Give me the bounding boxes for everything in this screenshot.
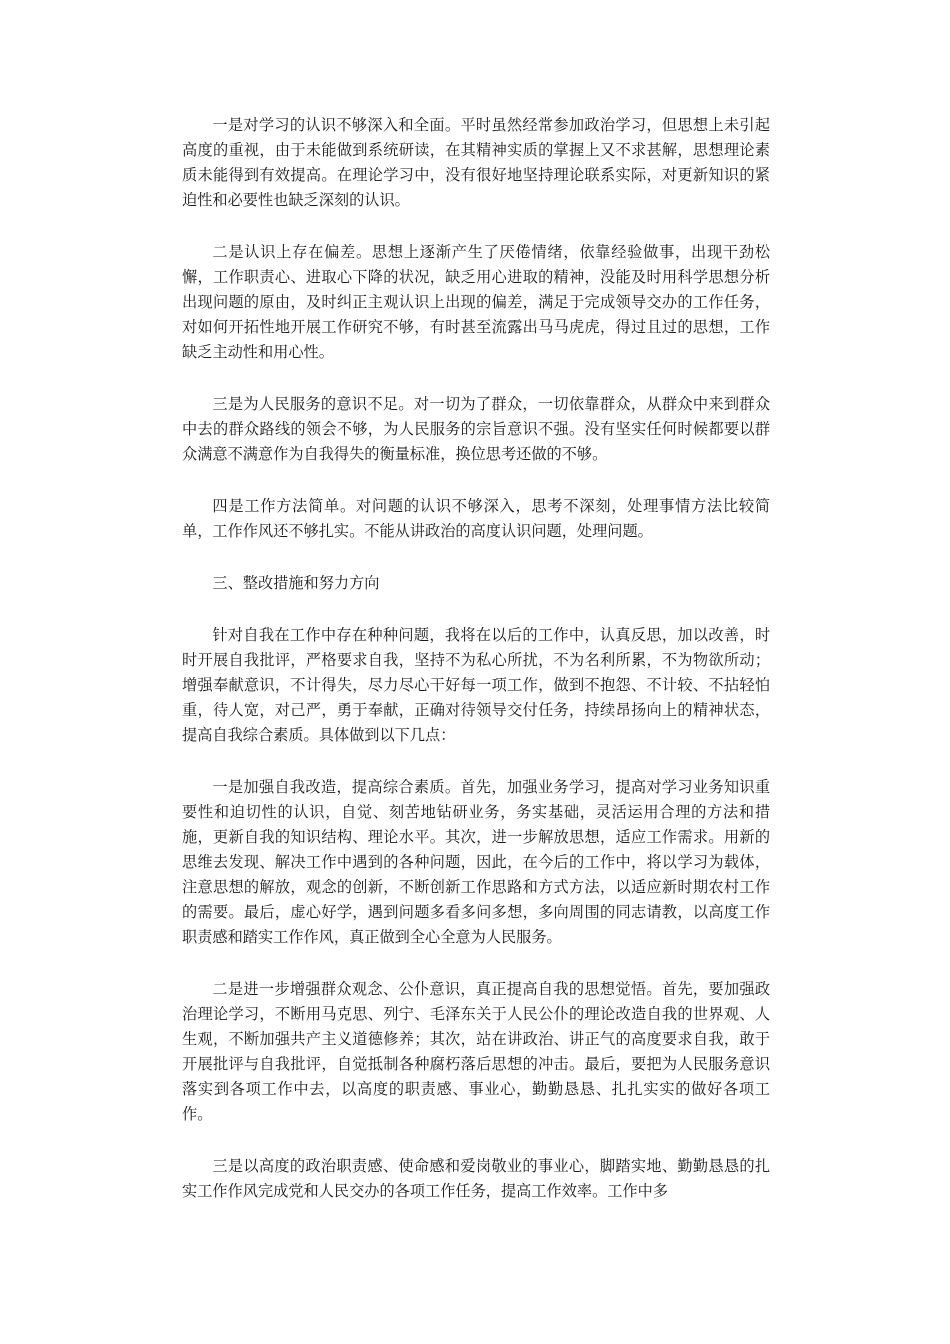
paragraph-rectification-intro: 针对自我在工作中存在种种问题，我将在以后的工作中，认真反思，加以改善，时时开展自我批评，严格要求自我，坚持不为私心所扰，不为名利所累，不为物欲所动；增强奉献意识，不计得失，尽力尽心干好每一项工作，做到不抱怨、不计较、不拈轻怕重，待人宽，对己严，勇于奉献，正确对待领导交付任务，持续昂扬向上的精神状态，提高自我综合素质。具体做到以下几点： [182, 626, 770, 744]
document-body [182, 113, 770, 1231]
paragraph-public-servant: 二是进一步增强群众观念、公仆意识，真正提高自我的思想觉悟。首先，要加强政治理论学习，不断用马克思、列宁、毛泽东关于人民公仆的理论改造自我的世界观、人生观，不断加强共产主义道德修养；其次，站在讲政治、讲正气的高度要求自我，敢于开展批评与自我批评，自觉抵制各种腐朽落后思想的冲击。最后，要把为人民服务意识落实到各项工作中去，以高度的职责感、事业心，勤勤恳恳、扎扎实实的做好各项工作。 [182, 980, 770, 1123]
paragraph-work-methods: 四是工作方法简单。对问题的认识不够深入，思考不深刻，处理事情方法比较简单，工作作风还不够扎实。不能从讲政治的高度认识问题，处理问题。 [182, 497, 770, 540]
section-heading: 三、整改措施和努力方向 [212, 574, 380, 592]
paragraph-self-improvement: 一是加强自我改造，提高综合素质。首先，加强业务学习，提高对学习业务知识重要性和迫切性的认识，自觉、刻苦地钻研业务，务实基础，灵活运用合理的方法和措施，更新自我的知识结构、理论水平。其次，进一步解放思想，适应工作需求。用新的思维去发现、解决工作中遇到的各种问题，因此，在今后的工作中，将以学习为载体，注意思想的解放，观念的创新，不断创新工作思路和方式方法，以适应新时期农村工作的需要。最后，虚心好学，遇到问题多看多问多想，多向周围的同志请教，以高度工作职责感和踏实工作作风，真正做到全心全意为人民服务。 [182, 778, 770, 946]
paragraph-service-awareness: 三是为人民服务的意识不足。对一切为了群众，一切依靠群众，从群众中来到群众中去的群众路线的领会不够，为人民服务的宗旨意识不强。没有坚实任何时候都要以群众满意不满意作为自我得失的衡量标准，换位思考还做的不够。 [182, 395, 770, 463]
paragraph-learning-awareness: 一是对学习的认识不够深入和全面。平时虽然经常参加政治学习，但思想上未引起高度的重视，由于未能做到系统研读，在其精神实质的掌握上又不求甚解，思想理论素质未能得到有效提高。在理论学习中，没有很好地坚持理论联系实际，对更新知识的紧迫性和必要性也缺乏深刻的认识。 [182, 116, 770, 209]
paragraph-responsibility: 三是以高度的政治职责感、使命感和爱岗敬业的事业心，脚踏实地、勤勤恳恳的扎实工作作风完成党和人民交办的各项工作任务，提高工作效率。工作中多 [182, 1157, 770, 1200]
paragraph-awareness-bias: 二是认识上存在偏差。思想上逐渐产生了厌倦情绪，依靠经验做事，出现干劲松懈，工作职责心、进取心下降的状况，缺乏用心进取的精神，没能及时用科学思想分析出现问题的原由，及时纠正主观认识上出现的偏差，满足于完成领导交办的工作任务，对如何开拓性地开展工作研究不够，有时甚至流露出马马虎虎，得过且过的思想，工作缺乏主动性和用心性。 [182, 243, 770, 361]
